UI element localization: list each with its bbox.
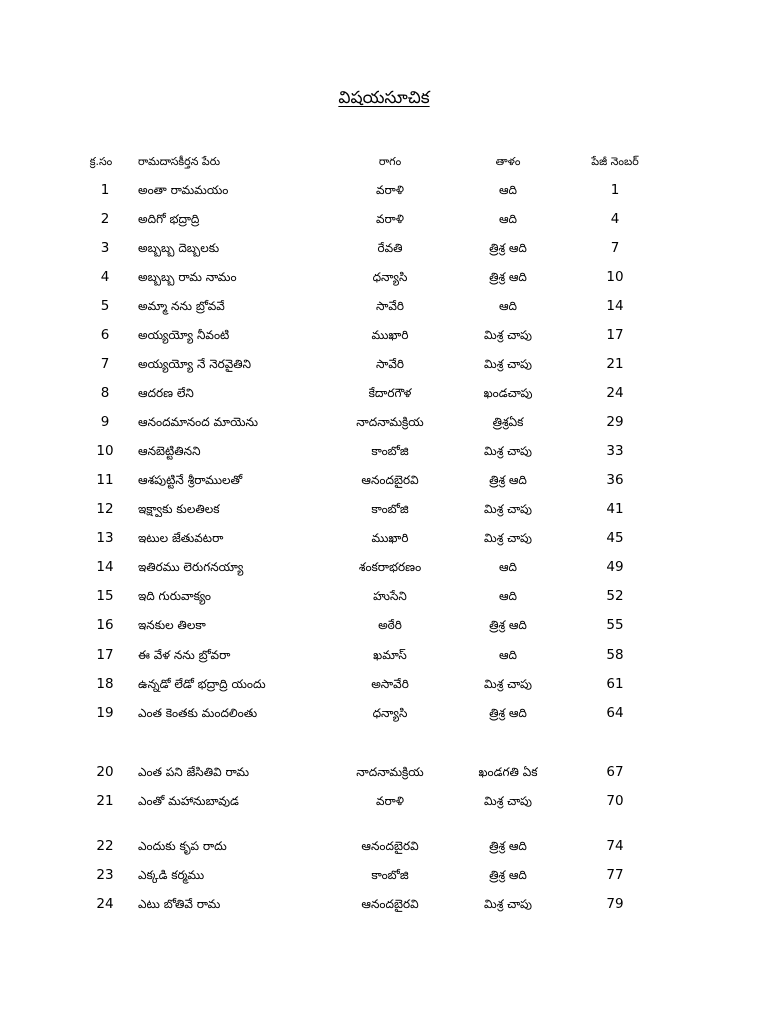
row-kirtana-name: ఇనకుల తిలకా: [138, 618, 206, 632]
row-page-number: 61: [606, 676, 624, 692]
row-page-number: 14: [606, 298, 624, 314]
row-raga: వరాళి: [375, 212, 404, 226]
table-row: [0, 791, 768, 811]
table-row: [0, 383, 768, 403]
row-tala: మిశ్ర చాపు: [484, 897, 532, 911]
row-tala: ఆది: [498, 648, 518, 662]
row-tala: ఆది: [498, 299, 518, 313]
row-serial-number: 9: [100, 414, 110, 430]
table-row: [0, 354, 768, 374]
row-kirtana-name: అయ్యయ్యో నీవంటి: [138, 328, 230, 342]
row-page-number: 77: [606, 867, 624, 883]
row-page-number: 58: [606, 647, 624, 663]
header-raga: రాగం: [378, 155, 402, 168]
row-page-number: 24: [606, 385, 624, 401]
row-serial-number: 10: [96, 443, 114, 459]
table-row: [0, 836, 768, 856]
row-serial-number: 17: [96, 647, 114, 663]
row-tala: ఆది: [498, 212, 518, 226]
row-raga: కేదారగౌళ: [368, 386, 412, 400]
row-tala: త్రిశ్ర ఆది: [489, 839, 527, 853]
header-tala: తాళం: [495, 155, 521, 168]
row-raga: శంకరాభరణం: [358, 560, 422, 574]
row-page-number: 45: [606, 530, 624, 546]
row-tala: ఆది: [498, 560, 518, 574]
row-tala: మిశ్ర చాపు: [484, 794, 532, 808]
table-row: [0, 267, 768, 287]
row-page-number: 21: [606, 356, 624, 372]
row-page-number: 67: [606, 764, 624, 780]
row-kirtana-name: ఇటుల జేతువటరా: [138, 531, 224, 545]
row-tala: మిశ్ర చాపు: [484, 328, 532, 342]
row-page-number: 7: [610, 240, 620, 256]
row-tala: త్రిశ్ర ఆది: [489, 706, 527, 720]
row-raga: ధన్యాసి: [372, 270, 408, 284]
row-page-number: 64: [606, 705, 624, 721]
row-serial-number: 19: [96, 705, 114, 721]
row-raga: ఆనందబైరవి: [361, 839, 419, 853]
row-page-number: 74: [606, 838, 624, 854]
row-tala: మిశ్ర చాపు: [484, 531, 532, 545]
row-serial-number: 12: [96, 501, 114, 517]
table-row: [0, 499, 768, 519]
row-kirtana-name: ఆదరణ లేని: [138, 386, 194, 400]
table-row: [0, 645, 768, 665]
table-row: [0, 703, 768, 723]
row-raga: ఆనందబైరవి: [361, 473, 419, 487]
row-kirtana-name: అంతా రామమయం: [138, 183, 229, 197]
row-kirtana-name: ఆశపుట్టినే శ్రీరాములతో: [138, 473, 243, 487]
row-tala: మిశ్ర చాపు: [484, 357, 532, 371]
table-row: [0, 238, 768, 258]
row-serial-number: 3: [100, 240, 110, 256]
table-row: [0, 180, 768, 200]
table-row: [0, 441, 768, 461]
row-raga: ఆనందబైరవి: [361, 897, 419, 911]
row-page-number: 41: [606, 501, 624, 517]
row-kirtana-name: ఎంత పని జేసితివి రామ: [138, 765, 250, 779]
row-serial-number: 24: [96, 896, 114, 912]
row-kirtana-name: ఎంతో మహానుబావుడ: [138, 794, 239, 808]
row-tala: త్రిశ్రఏక: [492, 415, 524, 429]
row-tala: మిశ్ర చాపు: [484, 677, 532, 691]
row-tala: త్రిశ్ర ఆది: [489, 618, 527, 632]
row-serial-number: 11: [96, 472, 114, 488]
row-page-number: 36: [606, 472, 624, 488]
row-kirtana-name: ఉన్నడో లేడో భద్రాద్రి యందు: [138, 677, 266, 691]
row-kirtana-name: ఎటు బోతివే రామ: [138, 897, 221, 911]
row-kirtana-name: అదిగో భద్రాద్రి: [138, 212, 200, 226]
row-raga: వరాళి: [375, 794, 404, 808]
row-raga: ఖమాస్: [373, 648, 407, 662]
table-row: [0, 586, 768, 606]
row-serial-number: 18: [96, 676, 114, 692]
row-page-number: 70: [606, 793, 624, 809]
header-serial-number: క్ర.సం: [89, 155, 113, 168]
row-serial-number: 15: [96, 588, 114, 604]
table-row: [0, 615, 768, 635]
header-page-number: పేజీ నెంబర్: [591, 155, 639, 168]
row-kirtana-name: ఇతిరము లెరుగనయ్యా: [138, 560, 244, 574]
row-raga: సావేరి: [375, 299, 405, 313]
row-serial-number: 8: [100, 385, 110, 401]
table-row: [0, 528, 768, 548]
row-raga: హుసేని: [373, 589, 407, 603]
row-raga: నాదనామక్రియ: [356, 765, 424, 779]
row-page-number: 1: [610, 182, 620, 198]
row-serial-number: 2: [100, 211, 110, 227]
row-raga: కాంబోజి: [371, 868, 409, 882]
row-tala: త్రిశ్ర ఆది: [489, 270, 527, 284]
row-serial-number: 7: [100, 356, 110, 372]
table-row: [0, 296, 768, 316]
row-kirtana-name: ఇది గురువాక్యం: [138, 589, 212, 603]
row-raga: అసావేరి: [371, 677, 409, 691]
table-row: [0, 894, 768, 914]
table-header: [0, 152, 768, 172]
row-page-number: 33: [606, 443, 624, 459]
row-tala: ఖండచాపు: [483, 386, 533, 400]
row-serial-number: 22: [96, 838, 114, 854]
row-serial-number: 20: [96, 764, 114, 780]
row-kirtana-name: అయ్యయ్యో నే నెరవైతిని: [138, 357, 252, 371]
row-kirtana-name: ఎక్కడి కర్మము: [138, 868, 205, 882]
table-row: [0, 325, 768, 345]
table-row: [0, 762, 768, 782]
row-kirtana-name: ఆనందమానంద మాయెను: [138, 415, 259, 429]
row-page-number: 10: [606, 269, 624, 285]
row-page-number: 52: [606, 588, 624, 604]
row-raga: ముఖారి: [371, 531, 409, 545]
row-tala: ఆది: [498, 589, 518, 603]
row-serial-number: 5: [100, 298, 110, 314]
row-kirtana-name: అబ్బబ్బ రామ నామం: [138, 270, 237, 284]
row-serial-number: 13: [96, 530, 114, 546]
row-raga: కాంబోజి: [371, 444, 409, 458]
row-tala: ఆది: [498, 183, 518, 197]
table-row: [0, 674, 768, 694]
row-raga: వరాళి: [375, 183, 404, 197]
row-raga: సావేరి: [375, 357, 405, 371]
row-kirtana-name: అబ్బబ్బ దెబ్బలకు: [138, 241, 220, 255]
row-page-number: 17: [606, 327, 624, 343]
row-page-number: 79: [606, 896, 624, 912]
row-page-number: 29: [606, 414, 624, 430]
row-kirtana-name: ఇక్ష్వాకు కులతిలక: [138, 502, 220, 516]
row-page-number: 4: [610, 211, 620, 227]
page-title: విషయసూచిక: [338, 88, 430, 108]
row-raga: అఠేరి: [378, 618, 402, 632]
row-tala: త్రిశ్ర ఆది: [489, 241, 527, 255]
row-serial-number: 14: [96, 559, 114, 575]
row-kirtana-name: ఎంత కెంతకు మందలింతు: [138, 706, 258, 720]
row-raga: ముఖారి: [371, 328, 409, 342]
row-page-number: 55: [606, 617, 624, 633]
row-raga: నాదనామక్రియ: [356, 415, 424, 429]
header-kirtana-name: రామదాసకీర్తన పేరు: [138, 155, 221, 168]
row-raga: ధన్యాసి: [372, 706, 408, 720]
row-kirtana-name: అమ్మా నను బ్రోవవే: [138, 299, 225, 313]
row-tala: మిశ్ర చాపు: [484, 444, 532, 458]
row-serial-number: 21: [96, 793, 114, 809]
table-row: [0, 557, 768, 577]
table-row: [0, 470, 768, 490]
row-tala: ఖండగతి ఏక: [478, 765, 538, 779]
row-serial-number: 1: [100, 182, 110, 198]
row-kirtana-name: ఈ వేళ నను బ్రోవరా: [138, 648, 231, 662]
row-kirtana-name: ఆనబెట్టితినని: [138, 444, 201, 458]
table-row: [0, 412, 768, 432]
row-tala: త్రిశ్ర ఆది: [489, 868, 527, 882]
table-row: [0, 865, 768, 885]
row-tala: మిశ్ర చాపు: [484, 502, 532, 516]
row-kirtana-name: ఎందుకు కృప రాదు: [138, 839, 227, 853]
table-row: [0, 209, 768, 229]
row-raga: కాంబోజి: [371, 502, 409, 516]
row-serial-number: 16: [96, 617, 114, 633]
row-serial-number: 23: [96, 867, 114, 883]
row-tala: త్రిశ్ర ఆది: [489, 473, 527, 487]
row-serial-number: 4: [100, 269, 110, 285]
row-page-number: 49: [606, 559, 624, 575]
row-raga: రేవతి: [377, 241, 403, 255]
row-serial-number: 6: [100, 327, 110, 343]
